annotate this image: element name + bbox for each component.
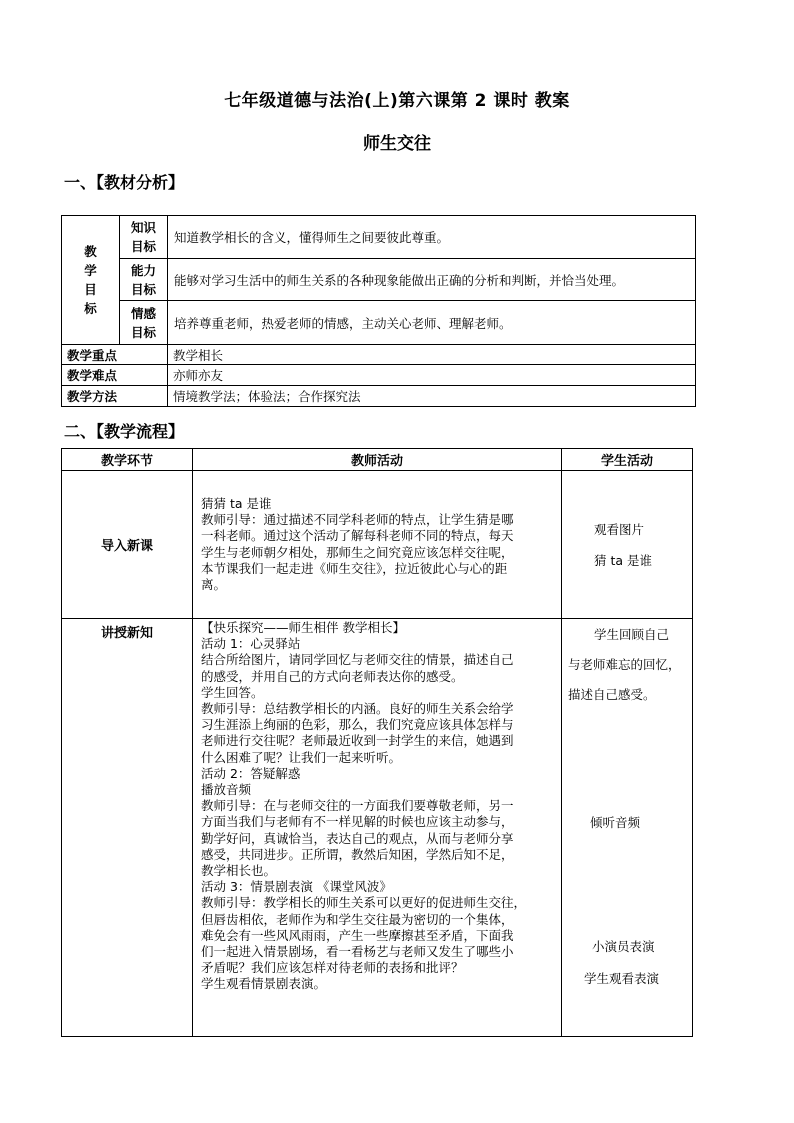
teacher-activity-new-knowledge: 【快乐探究——师生相伴 教学相长】 活动 1：心灵驿站 结合所给图片，请同学回忆与老师交往的情景，描述自己 的感受，并用自己的方式向老师表达你的感受。 学生回答。 教师引导：总结教学相长的内涵。良好的师生关系会给学 习生涯添上绚丽的色彩，那么，我们究竟应该具体怎样与 老师进行交往呢？老师最近收到一封学生的来信，她遇到 什么困难了呢？让我们一起来听听。 活动 2：答疑解惑 播放音频 教师引导：在与老师交往的一方面我们要尊敬老师，另一 方面当我们与老师有不一样见解的时候也应该主动参与， 勤学好问，真诚恰当，表达自己的观点，从而与老师分享 感受，共同进步。正所谓，教然后知困，学然后知不足， 教学相长也。 活动 3：情景剧表演 《课堂风波》 教师引导：教学相长的师生关系可以更好的促进师生交往， 但唇齿相依，老师作为和学生交往最为密切的一个集体， 难免会有一些风风雨雨，产生一些摩擦甚至矛盾，下面我 们一起进入情景剧场，看一看杨艺与老师又发生了哪些小 矛盾呢？我们应该怎样对待老师的表扬和批评？ 学生观看情景剧表演。 <box>193 619 562 1037</box>
goal-label-knowledge: 知识 目标 <box>120 216 168 259</box>
student-activity-intro: 观看图片 猜 ta 是谁 <box>562 471 693 619</box>
segment-intro: 导入新课 <box>62 471 193 619</box>
student-activity-new-knowledge: 学生回顾自己 与老师难忘的回忆， 描述自己感受。 倾听音频 小演员表演 学生观看表演 <box>562 619 693 1037</box>
method-value: 情境教学法；体验法；合作探究法 <box>168 386 696 407</box>
analysis-table <box>61 215 696 407</box>
goals-label: 教 学 目 标 <box>62 216 120 345</box>
goal-row <box>62 259 696 301</box>
table-row <box>62 471 693 619</box>
teacher-activity-intro: 猜猜 ta 是谁 教师引导：通过描述不同学科老师的特点，让学生猜是哪 一科老师。通过这个活动了解每科老师不同的特点，每天 学生与老师朝夕相处，那师生之间究竟应该怎样交往呢， 本节课我们一起走进《师生交往》，拉近彼此心与心的距 离。 <box>193 471 562 619</box>
process-table <box>61 448 693 1037</box>
difficulty-value: 亦师亦友 <box>168 365 696 386</box>
goal-text-knowledge: 知道教学相长的含义，懂得师生之间要彼此尊重。 <box>168 216 696 259</box>
table-header-row <box>62 449 693 471</box>
difficulty-row <box>62 365 696 386</box>
section-heading-process: 二、【教学流程】 <box>64 422 185 441</box>
section-heading-analysis: 一、【教材分析】 <box>64 173 185 192</box>
goal-row <box>62 216 696 259</box>
goal-row <box>62 301 696 345</box>
focus-value: 教学相长 <box>168 345 696 365</box>
header-segment: 教学环节 <box>62 449 193 471</box>
page-title: 七年级道德与法治(上)第六课第 2 课时 教案 <box>224 91 570 111</box>
focus-label: 教学重点 <box>62 345 168 365</box>
goal-text-ability: 能够对学习生活中的师生关系的各种现象能做出正确的分析和判断，并恰当处理。 <box>168 259 696 301</box>
method-row <box>62 386 696 407</box>
page-subtitle: 师生交往 <box>363 134 431 154</box>
focus-row <box>62 345 696 365</box>
goal-label-ability: 能力 目标 <box>120 259 168 301</box>
goal-label-emotion: 情感 目标 <box>120 301 168 345</box>
table-row <box>62 619 693 1037</box>
difficulty-label: 教学难点 <box>62 365 168 386</box>
goal-text-emotion: 培养尊重老师，热爱老师的情感，主动关心老师、理解老师。 <box>168 301 696 345</box>
method-label: 教学方法 <box>62 386 168 407</box>
header-student: 学生活动 <box>562 449 693 471</box>
segment-new-knowledge: 讲授新知 <box>62 619 193 1037</box>
header-teacher: 教师活动 <box>193 449 562 471</box>
